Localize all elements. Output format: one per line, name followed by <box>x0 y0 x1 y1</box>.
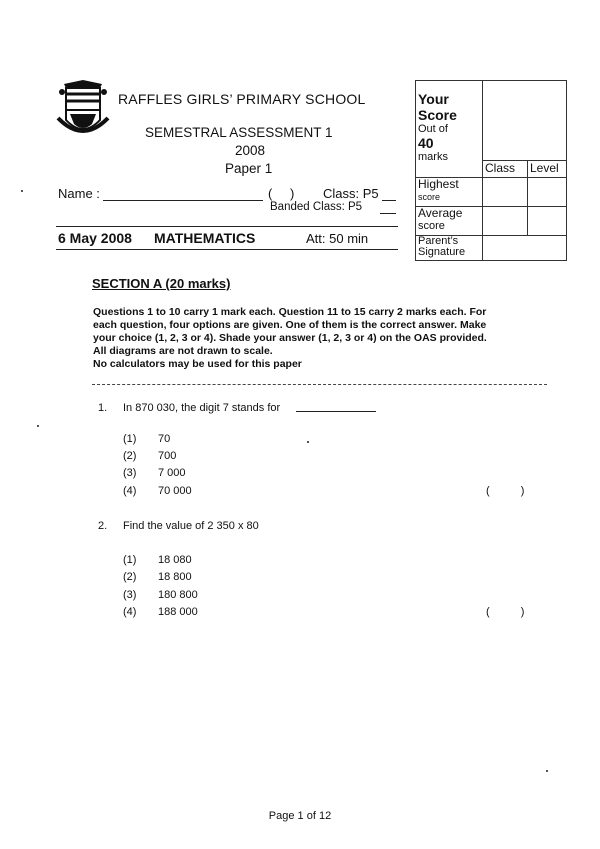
answer-bracket[interactable]: ( ) <box>486 606 525 618</box>
scan-speck <box>37 425 39 427</box>
highest-label: Highest <box>418 177 459 191</box>
exam-date: 6 May 2008 <box>58 230 132 246</box>
header-divider-bottom <box>56 249 398 250</box>
score-marks: marks <box>418 151 448 163</box>
option-value: 7 000 <box>158 467 186 479</box>
assessment-year: 2008 <box>235 143 266 158</box>
scan-speck <box>21 190 23 192</box>
question-text: Find the value of 2 350 x 80 <box>123 520 259 532</box>
option-number: (1) <box>123 554 137 566</box>
instruction-line: each question, four options are given. One of them is the correct answer. Make <box>93 319 487 331</box>
option-number: (2) <box>123 571 137 583</box>
banded-class-label: Banded Class: P5 <box>270 201 363 213</box>
highest-level-cell[interactable] <box>528 178 567 207</box>
score-entry-cell[interactable] <box>483 81 567 161</box>
parents-label: Parent’s <box>418 235 459 247</box>
score-table <box>415 80 567 261</box>
option-value: 70 000 <box>158 485 192 497</box>
answer-bracket[interactable]: ( ) <box>486 485 525 497</box>
highest-sub-label: score <box>418 192 441 202</box>
school-name: RAFFLES GIRLS’ PRIMARY SCHOOL <box>118 91 366 107</box>
class-field-line[interactable] <box>382 200 396 201</box>
score-score: Score <box>418 107 457 123</box>
instruction-line: No calculators may be used for this paper <box>93 358 302 370</box>
attempt-duration: Att: 50 min <box>306 231 369 246</box>
register-number-brackets: ( ) <box>268 186 295 201</box>
assessment-title: SEMESTRAL ASSESSMENT 1 <box>145 125 333 140</box>
answer-blank-line <box>296 411 376 412</box>
highest-class-cell[interactable] <box>483 178 528 207</box>
parent-signature-cell[interactable] <box>483 236 567 261</box>
option-number: (4) <box>123 606 137 618</box>
option-value: 18 080 <box>158 554 192 566</box>
section-title: SECTION A (20 marks) <box>92 276 231 291</box>
option-value: 70 <box>158 433 171 445</box>
option-value: 180 800 <box>158 589 198 601</box>
average-class-cell[interactable] <box>483 207 528 236</box>
subject-title: MATHEMATICS <box>154 230 256 246</box>
name-label: Name : <box>58 186 100 201</box>
class-col-header: Class <box>483 161 528 178</box>
option-number: (1) <box>123 433 137 445</box>
school-crest-icon <box>56 78 110 142</box>
instructions-divider <box>92 384 547 385</box>
header-divider-top <box>56 226 398 227</box>
score-total: 40 <box>418 135 434 151</box>
level-col-header: Level <box>528 161 567 178</box>
banded-class-field-line[interactable] <box>380 213 396 214</box>
question-text: In 870 030, the digit 7 stands for <box>123 402 281 414</box>
paper-number: Paper 1 <box>225 161 273 176</box>
option-value: 18 800 <box>158 571 192 583</box>
option-number: (2) <box>123 450 137 462</box>
scan-speck <box>546 770 548 772</box>
option-number: (4) <box>123 485 137 497</box>
name-field-line[interactable] <box>103 200 263 201</box>
score-your: Your <box>418 91 449 107</box>
average-label: Average <box>418 206 463 220</box>
option-number: (3) <box>123 467 137 479</box>
scan-speck <box>307 441 309 443</box>
question-number: 2. <box>98 520 108 532</box>
class-label: Class: P5 <box>323 186 379 201</box>
instruction-line: All diagrams are not drawn to scale. <box>93 345 273 357</box>
average-sub-label: score <box>418 220 445 232</box>
instruction-line: your choice (1, 2, 3 or 4). Shade your answer (1, 2, 3 or 4) on the OAS provided. <box>93 332 487 344</box>
instruction-line: Questions 1 to 10 carry 1 mark each. Question 11 to 15 carry 2 marks each. For <box>93 306 487 318</box>
option-value: 700 <box>158 450 177 462</box>
signature-label: Signature <box>418 246 466 258</box>
page-number: Page 1 of 12 <box>268 810 332 822</box>
question-number: 1. <box>98 402 108 414</box>
average-level-cell[interactable] <box>528 207 567 236</box>
score-out-of: Out of <box>418 123 448 135</box>
option-number: (3) <box>123 589 137 601</box>
section-instructions <box>93 306 543 371</box>
option-value: 188 000 <box>158 606 198 618</box>
